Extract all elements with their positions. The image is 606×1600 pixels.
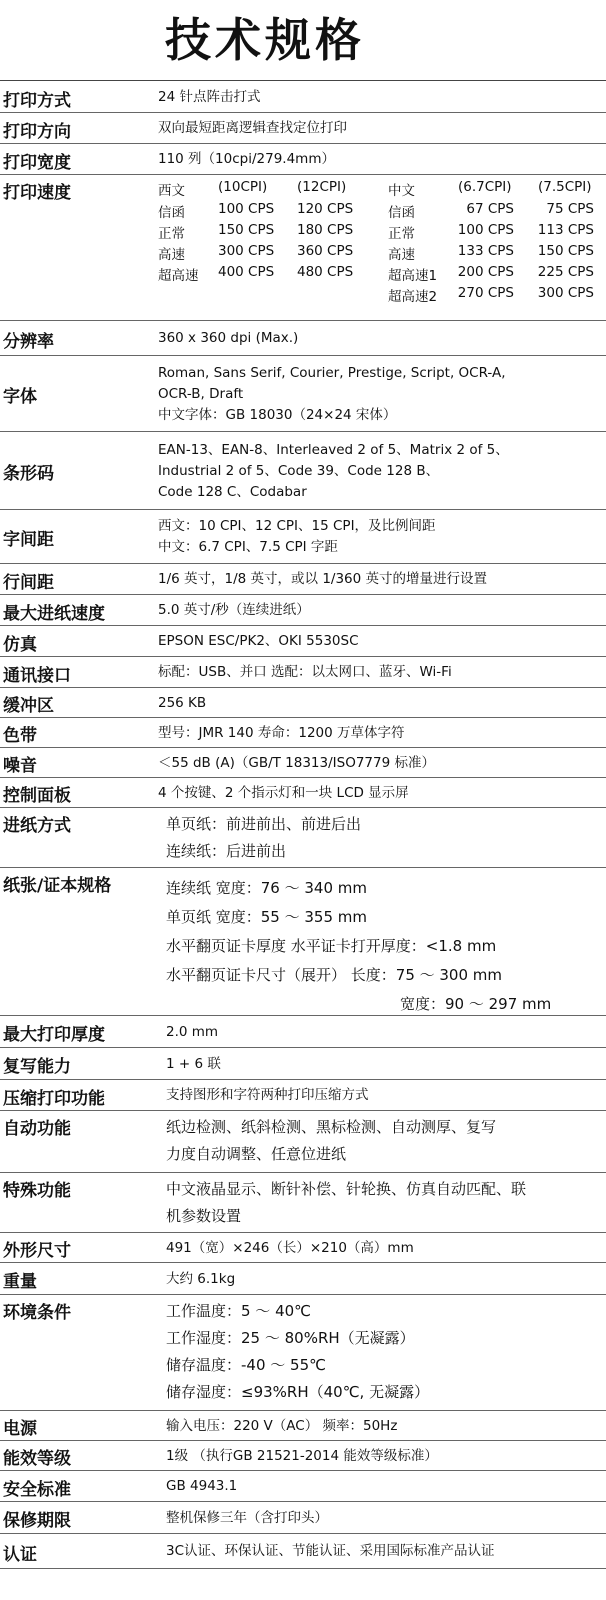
spec-label: 行间距 [3,572,54,593]
spec-row [0,1294,606,1410]
spec-row [0,431,606,509]
spec-row [0,807,606,867]
speed-cell: 正常 [388,226,415,242]
spec-label: 通讯接口 [3,665,71,686]
spec-value-line: Industrial 2 of 5、Code 39、Code 128 B、 [158,462,440,479]
spec-row [0,1110,606,1172]
spec-label: 缓冲区 [3,696,54,716]
speed-header: (6.7CPI) [458,179,512,195]
speed-header: (10CPI) [218,179,268,195]
spec-value-line: 110 列（10cpi/279.4mm） [158,151,335,167]
speed-cell: 100 CPS [218,201,275,217]
speed-header: 西文 [158,183,185,199]
spec-label: 认证 [3,1544,37,1565]
spec-label: 进纸方式 [3,816,71,836]
spec-label: 压缩打印功能 [3,1088,105,1109]
spec-value-line: 储存温度：-40 ～ 55℃ [166,1356,326,1374]
speed-cell: 150 CPS [537,243,594,259]
speed-cell: 300 CPS [537,285,594,301]
spec-value-line: 单页纸 宽度：55 ～ 355 mm [166,908,368,926]
spec-row [0,777,606,807]
spec-label: 字体 [3,387,37,407]
spec-value-line: 整机保修三年（含打印头） [166,1509,328,1526]
spec-value-line: 4 个按键、2 个指示灯和一块 LCD 显示屏 [158,784,409,801]
spec-label: 最大进纸速度 [3,603,105,624]
spec-value-line: 中文液晶显示、断针补偿、针轮换、仿真自动匹配、联 [166,1180,527,1198]
speed-cell: 270 CPS [457,285,514,301]
spec-row [0,320,606,355]
spec-value-line: 中文字体：GB 18030（24×24 宋体） [158,406,397,423]
speed-cell: 360 CPS [297,243,354,259]
spec-value-line: Code 128 C、Codabar [158,483,307,500]
spec-value-line: EAN-13、EAN-8、Interleaved 2 of 5、Matrix 2 of 5、 [158,441,509,458]
spec-label: 保修期限 [3,1511,71,1531]
speed-cell: 67 CPS [466,201,514,217]
spec-value-line: 3C认证、环保认证、节能认证、采用国际标准产品认证 [166,1543,495,1559]
spec-label: 复写能力 [3,1057,71,1077]
spec-label: 打印方向 [3,121,71,142]
spec-label: 条形码 [3,464,54,484]
spec-row [0,1047,606,1079]
spec-row [0,1501,606,1533]
speed-header: 中文 [388,183,415,199]
spec-value-line: 力度自动调整、任意位进纸 [166,1145,347,1163]
speed-cell: 100 CPS [457,222,514,238]
spec-row [0,594,606,625]
speed-header: (12CPI) [297,179,347,195]
speed-cell: 133 CPS [457,243,514,259]
spec-value-line: 单页纸：前进前出、前进后出 [166,815,362,833]
spec-row [0,1172,606,1232]
spec-value-line: 型号：JMR 140 寿命：1200 万草体字符 [158,724,405,741]
speed-cell: 180 CPS [297,222,354,238]
speed-cell: 正常 [158,226,185,242]
spec-row [0,717,606,747]
spec-label: 打印速度 [3,183,71,203]
spec-value-line: 2.0 mm [166,1023,219,1040]
spec-value-line: 水平翻页证卡厚度 水平证卡打开厚度：<1.8 mm [166,937,497,955]
spec-label: 自动功能 [3,1119,71,1139]
spec-row [0,1440,606,1470]
spec-row [0,687,606,717]
spec-row [0,174,606,320]
spec-label: 打印方式 [3,90,71,111]
spec-value-line: 256 KB [158,694,207,711]
spec-label: 能效等级 [3,1449,71,1469]
spec-value-line: ＜55 dB (A)（GB/T 18313/ISO7779 标准） [158,754,435,771]
spec-value-line: 双向最短距离逻辑查找定位打印 [158,120,347,136]
spec-label: 色带 [3,726,37,746]
spec-value-line: 大约 6.1kg [166,1270,236,1287]
spec-value-line: 5.0 英寸/秒（连续进纸） [158,602,310,618]
spec-row [0,1410,606,1440]
spec-row [0,355,606,431]
speed-cell: 200 CPS [457,264,514,280]
spec-row [0,563,606,594]
spec-row [0,143,606,174]
speed-cell: 225 CPS [537,264,594,280]
spec-value-line: 支持图形和字符两种打印压缩方式 [166,1087,369,1103]
spec-row [0,1232,606,1262]
speed-cell: 超高速 [158,268,199,284]
spec-label: 安全标准 [3,1479,71,1500]
spec-row [0,81,606,112]
row-divider [0,1568,606,1569]
spec-row [0,112,606,143]
speed-cell: 信函 [158,205,185,221]
speed-cell: 120 CPS [297,201,354,217]
speed-cell: 150 CPS [218,222,275,238]
speed-cell: 113 CPS [537,222,594,238]
spec-value-line: 连续纸 宽度：76 ～ 340 mm [166,879,368,897]
speed-cell: 480 CPS [297,264,354,280]
spec-label: 环境条件 [3,1303,71,1323]
spec-value-line: 水平翻页证卡尺寸（展开） 长度：75 ～ 300 mm [166,966,503,984]
spec-row [0,1262,606,1294]
spec-row [0,747,606,777]
spec-row [0,1015,606,1047]
page-title: 技术规格 [165,13,365,67]
speed-cell: 超高速1 [388,268,438,284]
spec-value-line: 纸边检测、纸斜检测、黑标检测、自动测厚、复写 [166,1118,497,1136]
spec-value-line: OCR-B, Draft [158,385,244,402]
spec-value-line: 连续纸：后进前出 [166,842,287,860]
spec-label: 特殊功能 [3,1181,71,1201]
speed-header: (7.5CPI) [538,179,592,195]
spec-value-line: 西文：10 CPI、12 CPI、15 CPI，及比例间距 [158,518,436,534]
spec-value-line: 1 + 6 联 [166,1055,221,1072]
spec-label: 重量 [3,1272,37,1292]
spec-value-line: 1/6 英寸，1/8 英寸，或以 1/360 英寸的增量进行设置 [158,571,488,587]
spec-value-line: Roman, Sans Serif, Courier, Prestige, Script, OCR-A, [158,364,506,381]
spec-label: 电源 [3,1419,37,1439]
speed-cell: 信函 [388,205,415,221]
spec-value-line: 储存湿度：≤93%RH（40℃, 无凝露） [166,1383,430,1401]
spec-value-line: 24 针点阵击打式 [158,89,261,105]
spec-label: 外形尺寸 [3,1241,71,1261]
speed-cell: 高速 [388,247,415,263]
spec-value-line: 机参数设置 [166,1207,242,1225]
spec-label: 控制面板 [3,786,71,806]
spec-value-line: 491（宽）×246（长）×210（高）mm [166,1239,414,1256]
spec-label: 字间距 [3,530,54,550]
spec-value-line: 工作湿度：25 ～ 80%RH（无凝露） [166,1329,415,1347]
speed-cell: 300 CPS [218,243,275,259]
spec-value-line: 标配：USB、并口 选配：以太网口、蓝牙、Wi-Fi [158,664,452,680]
speed-cell: 75 CPS [546,201,594,217]
spec-value-line: 宽度：90 ～ 297 mm [400,995,552,1013]
spec-value-line: EPSON ESC/PK2、OKI 5530SC [158,633,359,649]
spec-value-line: GB 4943.1 [166,1478,238,1494]
spec-label: 分辨率 [3,331,54,352]
spec-label: 噪音 [3,756,37,776]
spec-row [0,656,606,687]
spec-label: 最大打印厚度 [3,1025,105,1045]
spec-value-line: 1级 （执行GB 21521-2014 能效等级标准） [166,1447,438,1464]
spec-row [0,625,606,656]
spec-row [0,509,606,563]
speed-cell: 高速 [158,247,185,263]
spec-row [0,1533,606,1568]
spec-label: 打印宽度 [3,152,71,173]
spec-value-line: 工作温度：5 ～ 40℃ [166,1302,312,1320]
spec-value-line: 360 x 360 dpi (Max.) [158,330,299,346]
speed-cell: 超高速2 [388,289,438,305]
spec-row [0,867,606,1015]
spec-label: 纸张/证本规格 [3,876,112,896]
spec-value-line: 输入电压：220 V（AC） 频率：50Hz [166,1417,398,1434]
speed-cell: 400 CPS [218,264,275,280]
spec-row [0,1470,606,1501]
spec-row [0,1079,606,1110]
spec-value-line: 中文：6.7 CPI、7.5 CPI 字距 [158,539,338,555]
spec-label: 仿真 [3,634,37,655]
